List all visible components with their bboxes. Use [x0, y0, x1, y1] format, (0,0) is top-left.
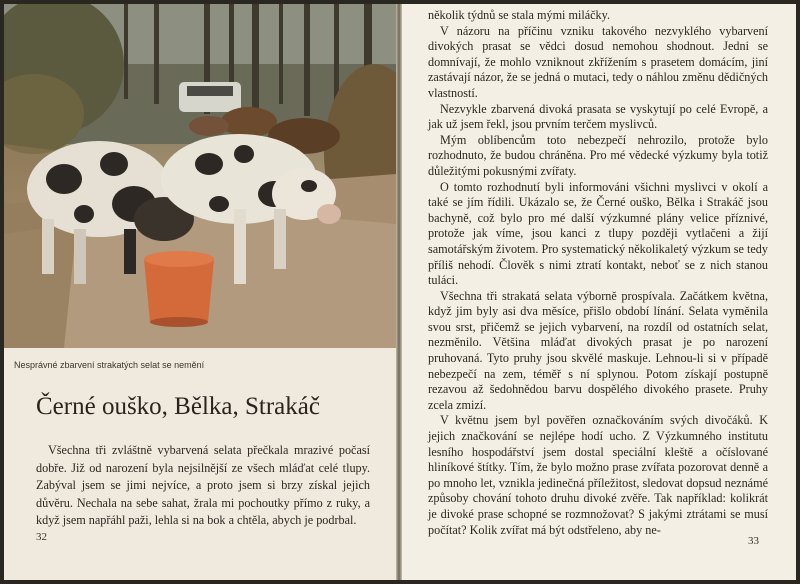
chapter-title: Černé ouško, Bělka, Strakáč: [36, 393, 320, 420]
left-body-text: [36, 442, 370, 530]
page-number-left: 32: [36, 531, 47, 543]
paragraph: Všechna tři strakatá selata výborně prospívala. Začátkem května, když jim byly asi dva měsíce, přišlo období línání. Selata vyměnila svou srst, přičemž se jejich vybarvení, na rozdíl od ostatních selat, nezměnilo. Většina mláďat divokých prasat je po narození pruhovaná. Tyto pruhy jsou skvělé maskuje. Lehnou-li si v případě nebezpečí na zem, téměř s ní splynou. Potom získají postupně rezavou až šedohnědou barvu dospělého divokého prasete. Pruhy zcela zmizí.: [428, 288, 768, 412]
paragraph: několik týdnů se stala mými miláčky.: [428, 8, 610, 22]
photo-caption: Nesprávné zbarvení strakatých selat se nemění: [14, 360, 205, 370]
left-page: [4, 4, 396, 580]
photo-piglets: [4, 4, 396, 348]
right-body-text: [428, 8, 768, 538]
paragraph: V květnu jsem byl pověřen označkováním svých divočáků. K jejich značkování se nejlépe hodí ucho. Z Výzkumného institutu lesního hospodářství jsem dostal speciální kleště a očíslované hliníkové štítky. Tím, že bylo možno prase zvířata pozorovat denně a po mnoho let, vznikla jedinečná příležitost, sledovat dopsud neznámé způsoby chování tohoto druhu divoké zvěře. Tak například: kolikrát je divoké prase schopné se rozmnožovat? S jakými ztrátami se musí počítat? Kolik zvířat má být odstřeleno, aby ne-: [428, 413, 768, 537]
paragraph: O tomto rozhodnutí byli informováni všichni myslivci v okolí a také se jím řídili. Ukázalo se, že Černé ouško, Bělka i Strakáč jsou bachyně, což bylo pro mé další výzkumné plány velice příznivé, protože jak víme, jsou kanci z tlupy později vytlačeni a žijí samotářským životem. Pro systematický několikaletý výzkum se tedy příliš nehodí. Člověk s nimi ztratí kontakt, neboť se z nich stanou tuláci.: [428, 179, 768, 288]
photo-illustration: [4, 4, 396, 348]
paragraph: Nezvykle zbarvená divoká prasata se vyskytují po celé Evropě, a jak už jsem řekl, jsou prvním terčem myslivců.: [428, 101, 768, 132]
book-spread: [4, 4, 796, 580]
right-page: [402, 4, 796, 580]
paragraph: Všechna tři zvláštně vybarvená selata přečkala mrazivé počasí dobře. Již od narození byla nejsilnější ze všech mláďat celé tlupy. Zabýval jsem se jimi nejvíce, a proto jsem si brzy získal jejich důvěru. Nechala na sebe sahat, žrala mi pochoutky přímo z ruky, a když jsem napřáhl paži, lehla si na bok a chtěla, abych je podrbal.: [36, 443, 370, 527]
page-number-right: 33: [748, 535, 759, 547]
paragraph: Mým oblíbencům toto nebezpečí nehrozilo, protože bylo rozhodnuto, že budou chráněna. Pro mé vědecké výzkumy byla totiž důležitými pokusnými zvířaty.: [428, 132, 768, 178]
paragraph: V názoru na příčinu vzniku takového nezvyklého vybarvení divokých prasat se vědci dosud nemohou shodnout. Jedni se domnívají, že mohlo vzniknout zkřížením s prasetem domácím, jiní zastávají názor, že se jedná o mutaci, tedy o náhlou změnu dědičných vlastností.: [428, 23, 768, 100]
